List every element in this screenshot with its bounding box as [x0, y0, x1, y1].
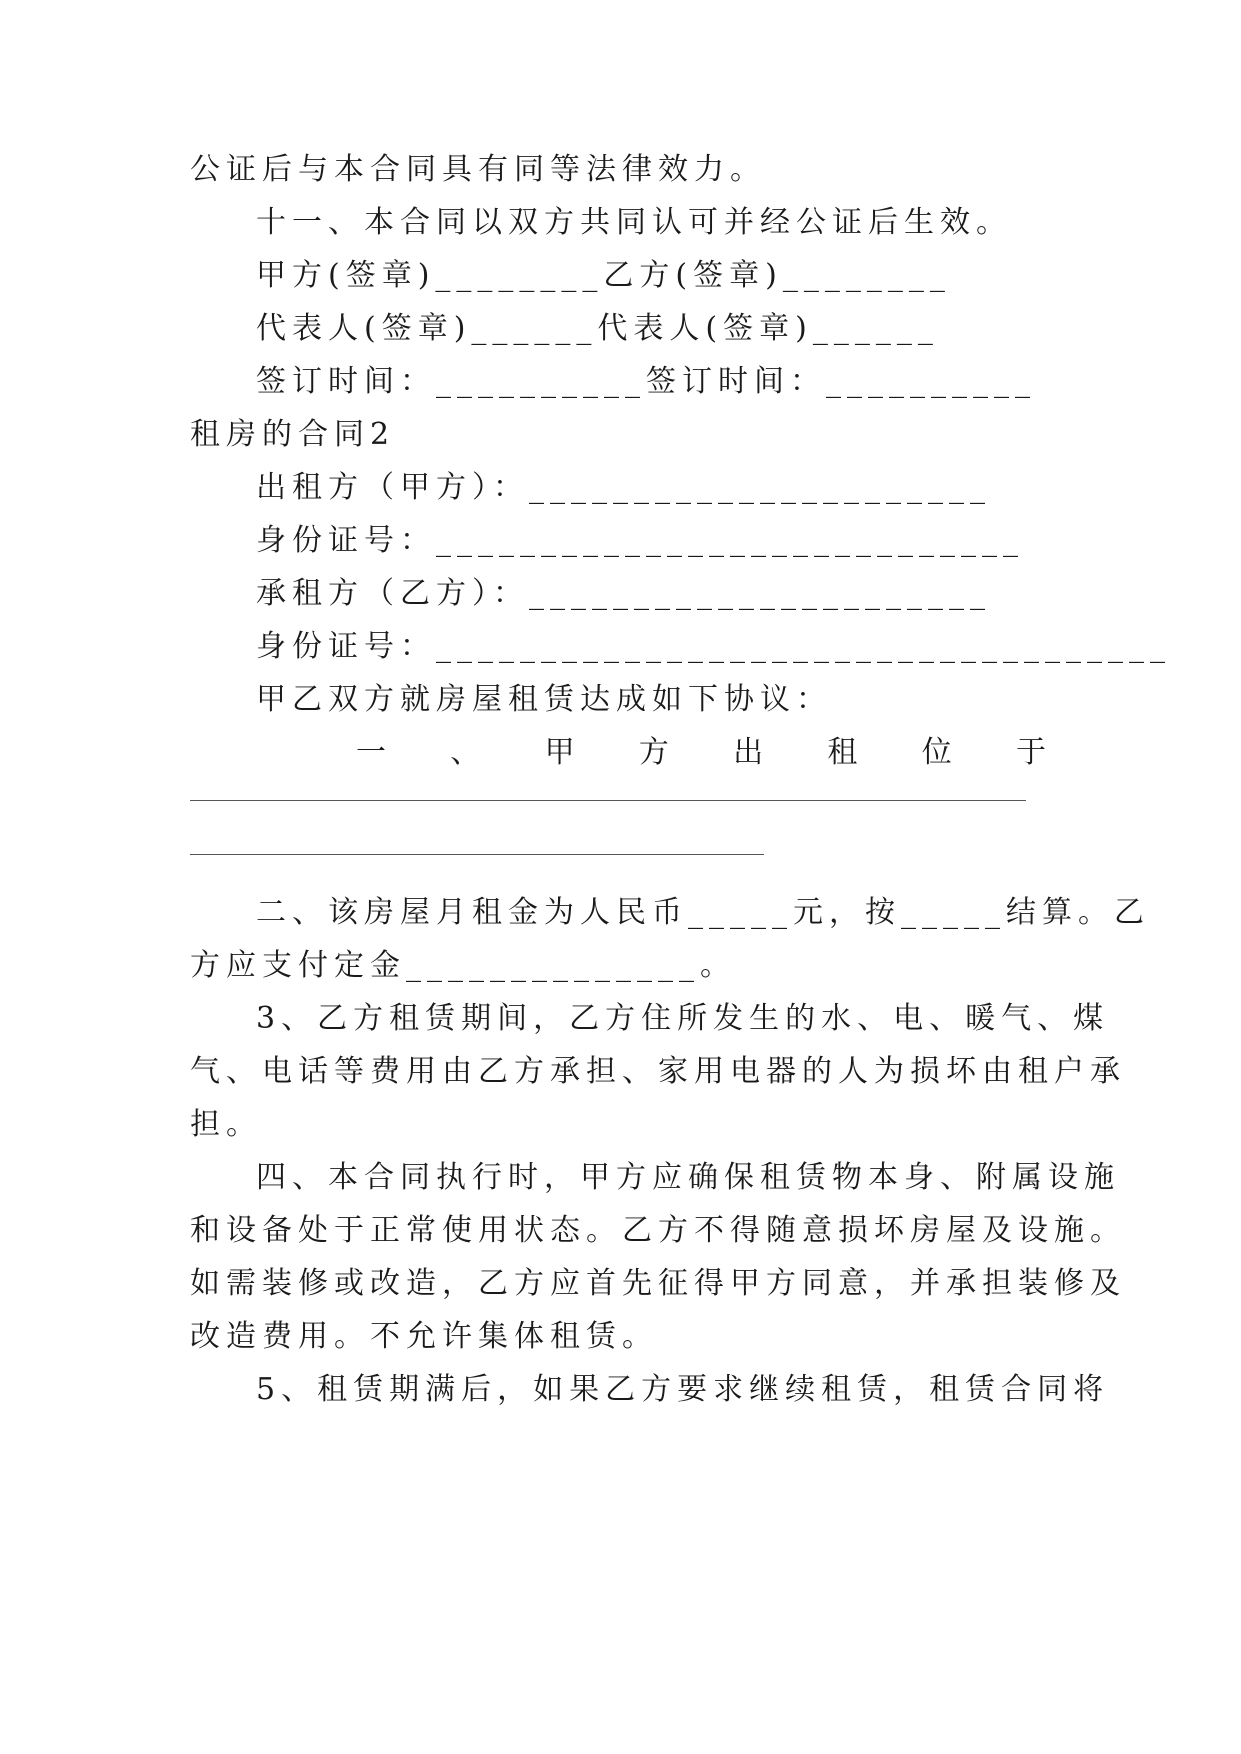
clause-one-heading — [356, 733, 1046, 773]
address-blank-line — [190, 854, 764, 855]
lessor-field: 出租方（甲方）：______________________ — [256, 470, 991, 505]
text-line: 担。 — [190, 1107, 262, 1142]
lessee-field: 承租方（乙方）：______________________ — [256, 576, 991, 611]
text-line: 方应支付定金______________。 — [190, 948, 736, 983]
clause-five: 5、租赁期满后，如果乙方要求继续租赁，租赁合同将 — [256, 1372, 1110, 1407]
text-line: 如需装修或改造，乙方应首先征得甲方同意，并承担装修及 — [190, 1266, 1126, 1301]
clause-eleven: 十一、本合同以双方共同认可并经公证后生效。 — [256, 205, 1012, 240]
text-line: 公证后与本合同具有同等法律效力。 — [190, 152, 766, 187]
clause-two: 二、该房屋月租金为人民币_____元，按_____结算。乙 — [256, 895, 1150, 930]
clause-one-char: 租 — [827, 735, 858, 770]
contract-title: 租房的合同2 — [190, 417, 396, 452]
lessor-id-field: 身份证号：____________________________ — [256, 523, 1024, 558]
text-line: 和设备处于正常使用状态。乙方不得随意损坏房屋及设施。 — [190, 1213, 1126, 1248]
clause-one-char: 位 — [921, 735, 952, 770]
clause-one-char: 于 — [1015, 735, 1046, 770]
lessee-id-field: 身份证号：___________________________________ — [256, 629, 1171, 664]
clause-three: 3、乙方租赁期间，乙方住所发生的水、电、暖气、煤 — [256, 1001, 1110, 1036]
text-line: 气、电话等费用由乙方承担、家用电器的人为损坏由租户承 — [190, 1054, 1126, 1089]
text-line: 改造费用。不允许集体租赁。 — [190, 1319, 658, 1354]
signing-date-line: 签订时间：__________签订时间：__________ — [256, 364, 1036, 399]
clause-one-char: 一 — [356, 735, 386, 770]
clause-one-char: 、 — [450, 735, 481, 770]
agreement-intro: 甲乙双方就房屋租赁达成如下协议： — [256, 682, 832, 717]
clause-one-char: 甲 — [544, 735, 575, 770]
signature-party-line: 甲方(签章)________乙方(签章)________ — [256, 258, 951, 293]
clause-one-char: 出 — [733, 735, 764, 770]
address-blank-line — [190, 800, 1026, 801]
signature-representative-line: 代表人(签章)______代表人(签章)______ — [256, 311, 939, 346]
clause-one-char: 方 — [638, 735, 669, 770]
clause-four: 四、本合同执行时，甲方应确保租赁物本身、附属设施 — [256, 1160, 1120, 1195]
